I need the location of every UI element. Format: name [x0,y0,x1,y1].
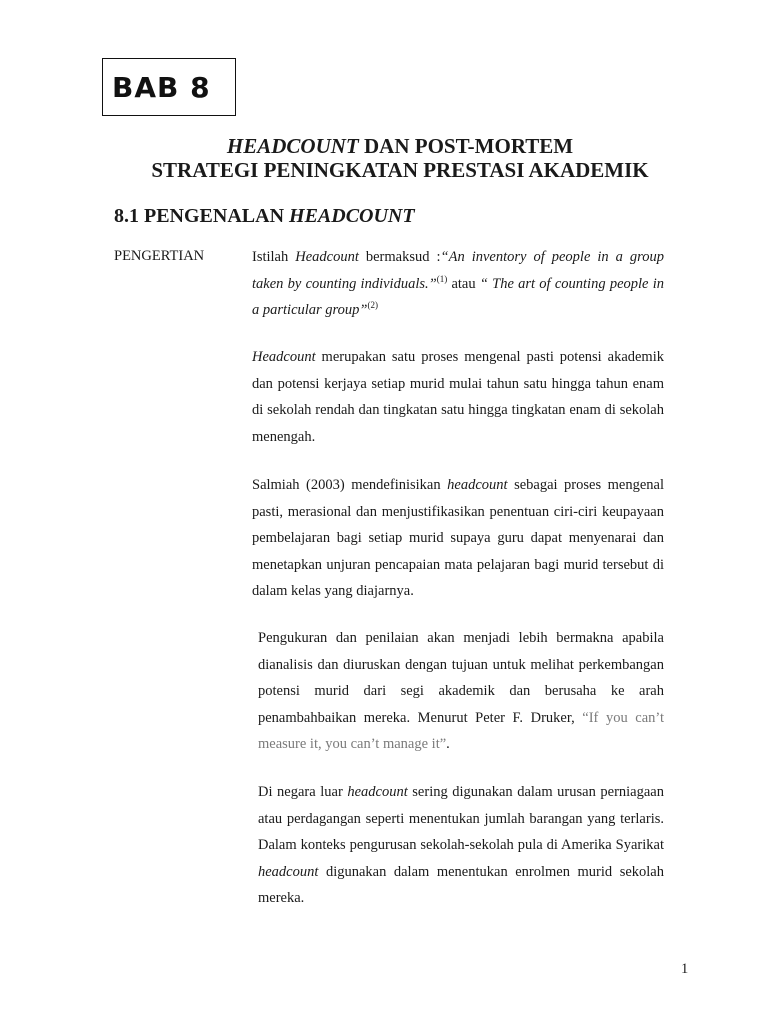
text-run: sebagai proses mengenal pasti, merasional dan menjustifikasikan penentuan ciri-ciri keupayaan pembelajaran bagi setiap murid supaya guru dapat menyenarai dan menetapkan unjuran pencapaian mata pelajaran bagi murid tersebut di dalam kelas yang diajarnya. [252,477,664,599]
text-run: atau [447,275,480,292]
quote-inventory: “An inventory of people in a group taken by counting individuals.” [252,249,665,292]
side-label: PENGERTIAN [114,248,205,264]
text-run-italic: headcount [447,477,508,493]
text-run-italic: headcount [347,784,408,800]
paragraph-measurement [258,625,664,758]
section-italic-text: HEADCOUNT [289,205,415,227]
quote-art-of-counting: “ The art of counting people in a particular group” [252,275,664,318]
chapter-title [0,134,768,182]
text-run-italic: headcount [258,863,319,880]
chapter-label-box [102,58,236,116]
title-line-1-rest: DAN POST-MORTEM [358,134,574,158]
text-run: sering digunakan dalam urusan perniagaan atau perdagangan seperti menentukan jumlah barangan yang terlaris. Dalam konteks pengurusan sekolah-sekolah pula di Amerika Syarikat [258,784,664,853]
text-run-italic: Headcount [252,349,316,365]
page-number: 1 [681,961,689,977]
text-run: digunakan dalam menentukan enrolmen murid sekolah mereka. [258,863,664,906]
text-run: Di negara luar [258,784,348,800]
footnote-ref-2: (2) [367,300,378,311]
section-heading [114,205,415,228]
paragraph-headcount-process [252,344,664,450]
text-run: Istilah [252,249,296,265]
section-number-text: 8.1 PENGENALAN [114,205,290,227]
paragraph-definition [252,244,664,324]
text-run: Salmiah (2003) mendefinisikan [252,477,448,493]
title-line-1 [0,134,768,158]
title-line-2: STRATEGI PENINGKATAN PRESTASI AKADEMIK [151,158,649,182]
text-run: Pengukuran dan penilaian akan menjadi lebih bermakna apabila dianalisis dan diuruskan dengan tujuan untuk melihat perkembangan potensi murid dari segi akademik dan berusaha ke arah penambahbaikan mereka. Menurut Peter F. Druker, [258,630,664,726]
text-run: bermaksud : [358,249,441,265]
paragraph-salmiah [252,472,664,605]
text-run: merupakan satu proses mengenal pasti potensi akademik dan potensi kerjaya setiap murid mulai tahun satu hingga tahun enam di sekolah rendah dan tingkatan satu hingga tingkatan enam di sekolah menengah. [252,349,664,445]
text-run: . [446,736,450,752]
footnote-ref-1: (1) [436,273,448,284]
text-run-italic: Headcount [295,249,359,265]
chapter-label: BAB 8 [112,71,211,104]
druker-quote: “If you can’t measure it, you can’t manage it” [258,709,664,752]
title-italic: HEADCOUNT [226,134,359,158]
paragraph-abroad [258,779,664,912]
